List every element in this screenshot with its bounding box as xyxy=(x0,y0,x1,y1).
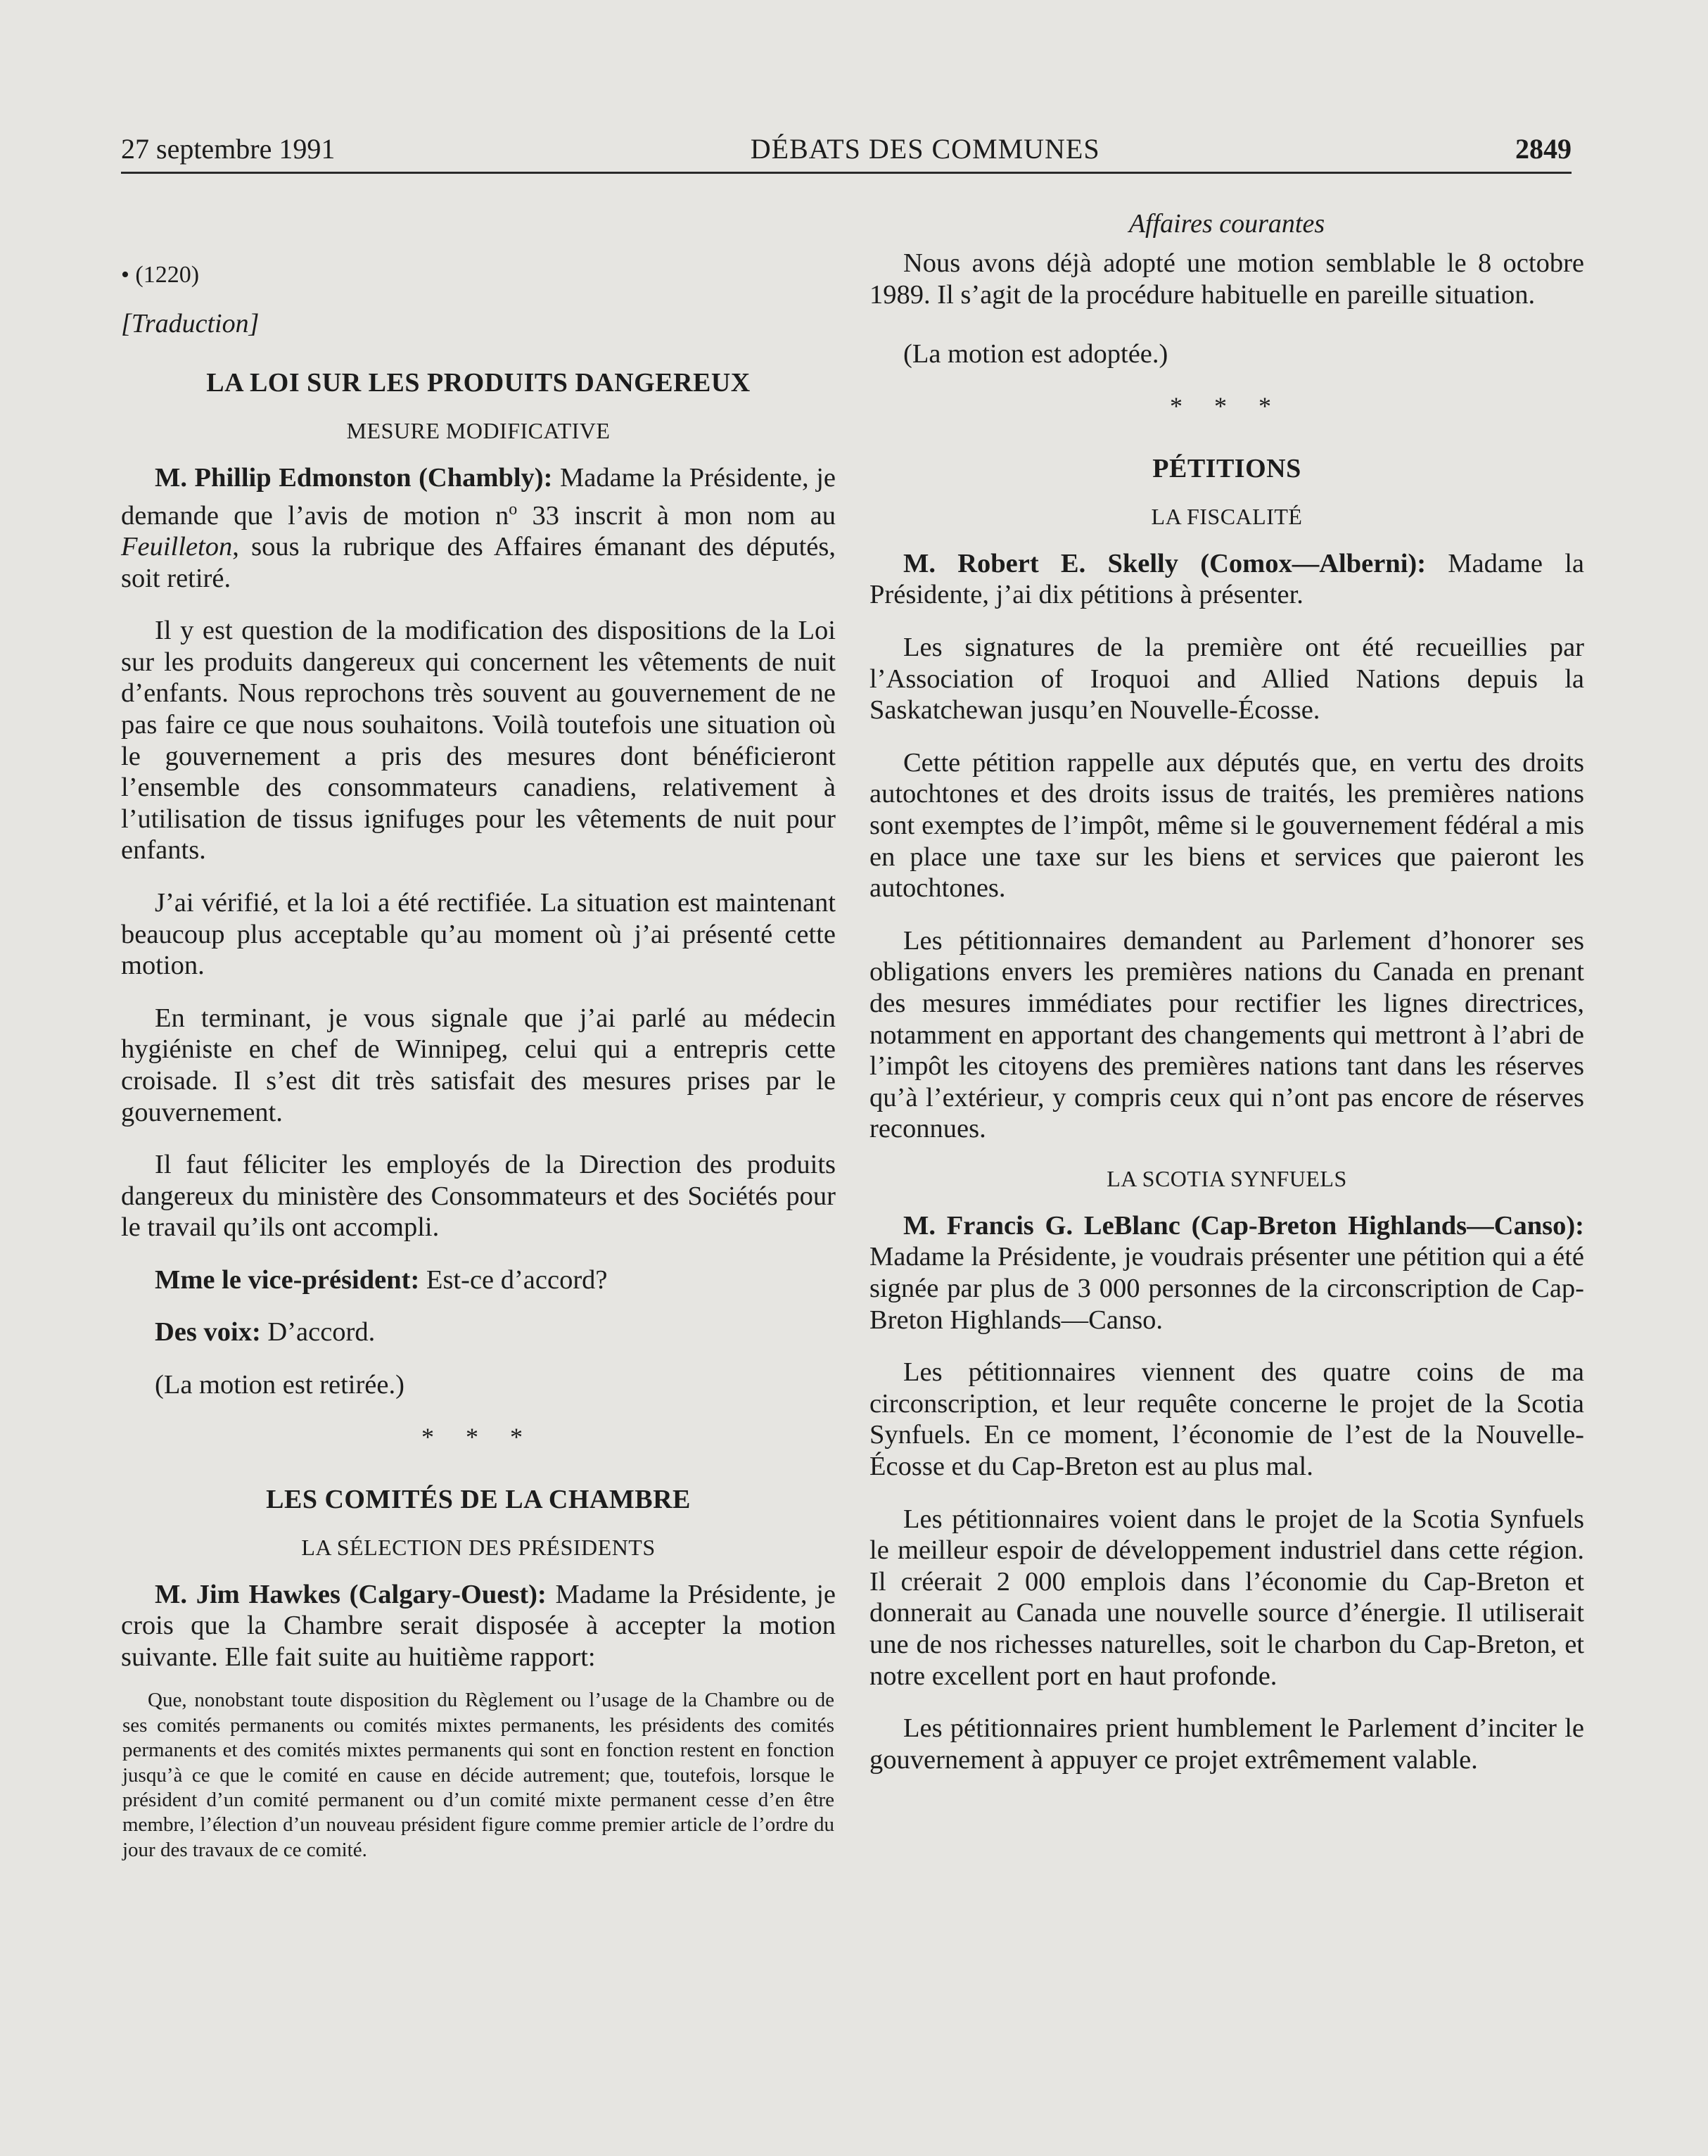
speaker-skelly: M. Robert E. Skelly (Comox—Alberni): xyxy=(903,548,1427,578)
motion-adopted: (La motion est adoptée.) xyxy=(903,339,1168,369)
speaker-edmonston: M. Phillip Edmonston (Chambly): xyxy=(155,463,553,493)
time-marker: • (1220) xyxy=(121,262,200,288)
header-title: DÉBATS DES COMMUNES xyxy=(750,133,1100,165)
translation-note: [Traduction] xyxy=(121,309,260,338)
previous-motion-paragraph: Nous avons déjà adopté une motion semblable le 8 octobre 1989. Il s’agit de la procédure habituelle en pareille situation. xyxy=(869,248,1584,310)
edmonston-paragraph-1 xyxy=(121,462,836,594)
header-rule xyxy=(121,172,1572,174)
right-column xyxy=(869,248,1584,1796)
voices-text: D’accord. xyxy=(260,1317,376,1348)
page-number: 2849 xyxy=(1515,133,1572,165)
speaker-hawkes: M. Jim Hawkes (Calgary-Ouest): xyxy=(155,1579,547,1609)
skelly-paragraph-4: Les pétitionnaires demandent au Parlement d’honorer ses obligations envers les premières nations du Canada en prenant des mesures immédiates pour rectifier les lignes directrices, notamment en apportant des changements qui mettront à l’abri de l’impôt les citoyens des premières nations tant dans les réserves qu’à l’extérieur, y compris ceux qui n’ont pas encore de réserves reconnues. xyxy=(869,925,1584,1144)
left-column xyxy=(121,184,836,1863)
leblanc-paragraph-4: Les pétitionnaires prient humblement le Parlement d’inciter le gouvernement à appuyer ce projet extrêmement valable. xyxy=(869,1713,1584,1775)
skelly-text: Madame la Présidente, j’ai dix pétitions à présenter. xyxy=(869,548,1584,610)
superscript-o: o xyxy=(509,500,518,519)
edmonston-paragraph-5: Il faut féliciter les employés de la Direction des produits dangereux du ministère des Consommateurs et des Sociétés pour le travail qu’ils ont accompli. xyxy=(121,1150,836,1243)
section-title-petitions: PÉTITIONS xyxy=(1152,453,1301,483)
edmonston-text-c: , sous la rubrique des Affaires émanant des députés, soit retiré. xyxy=(121,532,836,593)
speaker-voices: Des voix: xyxy=(155,1317,261,1348)
section-separator-stars: * * * xyxy=(421,1422,535,1451)
hawkes-text: Madame la Présidente, je crois que la Chambre serait disposée à accepter la motion suivante. Elle fait suite au huitième rapport: xyxy=(121,1579,836,1672)
edmonston-paragraph-2: Il y est question de la modification des dispositions de la Loi sur les produits dangereux qui concernent les vêtements de nuit d’enfants. Nous reprochons très souvent au gouvernement de ne pas faire ce que nous souhaitons. Voilà toutefois une situation où le gouvernement a pris des mesures dont bénéficieront l’ensemble des consommateurs canadiens, relativement à l’utilisation de tissus ignifuges pour les vêtements de nuit pour enfants. xyxy=(121,616,836,865)
section-separator-stars-right: * * * xyxy=(1170,391,1284,420)
running-header xyxy=(121,132,1572,166)
leblanc-paragraph-2: Les pétitionnaires viennent des quatre coins de ma circonscription, et leur requête concerne le projet de la Scotia Synfuels. En ce moment, l’économie de l’est de la Nouvelle-Écosse et du Cap-Breton est au plus mal. xyxy=(869,1357,1584,1482)
hawkes-paragraph xyxy=(121,1579,836,1673)
leblanc-paragraph-3: Les pétitionnaires voient dans le projet de la Scotia Synfuels le meilleur espoir de développement industriel dans cette région. Il créerait 2 000 emplois dans l’économie du Cap-Breton et donnerait au Canada une nouvelle source d’énergie. Il utiliserait une de nos richesses naturelles, soit le charbon du Cap-Breton, et notre excellent port en haut profonde. xyxy=(869,1504,1584,1691)
edmonston-text-b: 33 inscrit à mon nom au xyxy=(517,500,836,531)
motion-withdrawn: (La motion est retirée.) xyxy=(155,1370,404,1400)
section-title-produits-dangereux: LA LOI SUR LES PRODUITS DANGEREUX xyxy=(206,368,751,398)
voices-line xyxy=(121,1317,836,1348)
leblanc-paragraph-1 xyxy=(869,1210,1584,1336)
speaker-vice-president: Mme le vice-président: xyxy=(155,1264,420,1295)
edmonston-text-a: Madame la Présidente, je demande que l’avis de motion n xyxy=(121,463,836,531)
motion-quote: Que, nonobstant toute disposition du Règlement ou l’usage de la Chambre ou de ses comités permanents ou comités mixtes permanents, les présidents des comités permanents et des comités mixtes permanents qui sont en fonction restent en fonction jusqu’à ce que le comité en cause en décide autrement; que, toutefois, lorsque le président d’un comité permanent ou d’un comité mixte permanent cesse d’en être membre, l’élection d’un nouveau président figure comme premier article de l’ordre du jour des travaux de ce comité. xyxy=(122,1689,834,1861)
section-title-comites: LES COMITÉS DE LA CHAMBRE xyxy=(266,1484,691,1514)
skelly-paragraph-3: Cette pétition rappelle aux députés que, en vertu des droits autochtones et des droits issus de traités, les premières nations sont exemptes de l’impôt, même si le gouvernement fédéral a mis en place une taxe sur les biens et services que paieront les autochtones. xyxy=(869,747,1584,903)
feuilleton-italic: Feuilleton xyxy=(121,532,233,562)
speaker-leblanc: M. Francis G. LeBlanc (Cap-Breton Highlands—Canso): xyxy=(903,1210,1584,1241)
edmonston-paragraph-4: En terminant, je vous signale que j’ai parlé au médecin hygiéniste en chef de Winnipeg, celui qui a entrepris cette croisade. Il s’est dit très satisfait des mesures prises par le gouvernement. xyxy=(121,1003,836,1127)
vice-president-text: Est-ce d’accord? xyxy=(419,1264,608,1295)
skelly-paragraph-1 xyxy=(869,548,1584,611)
vice-president-line xyxy=(121,1264,836,1296)
subtitle-mesure-modificative: MESURE MODIFICATIVE xyxy=(346,418,611,443)
skelly-paragraph-2: Les signatures de la première ont été recueillies par l’Association of Iroquoi and Allied Nations depuis la Saskatchewan jusqu’en Nouvelle-Écosse. xyxy=(869,632,1584,725)
subtitle-fiscalite: LA FISCALITÉ xyxy=(1151,503,1303,529)
section-running-title: Affaires courantes xyxy=(1128,209,1325,239)
subtitle-selection-presidents: LA SÉLECTION DES PRÉSIDENTS xyxy=(301,1534,656,1560)
subtitle-scotia-synfuels: LA SCOTIA SYNFUELS xyxy=(1107,1165,1347,1191)
leblanc-text: Madame la Présidente, je voudrais présenter une pétition qui a été signée par plus de 3 000 personnes de la circonscription de Cap-Breton Highlands—Canso. xyxy=(869,1242,1584,1335)
header-date: 27 septembre 1991 xyxy=(121,133,336,165)
edmonston-paragraph-3: J’ai vérifié, et la loi a été rectifiée. La situation est maintenant beaucoup plus acceptable qu’au moment où j’ai présenté cette motion. xyxy=(121,887,836,981)
